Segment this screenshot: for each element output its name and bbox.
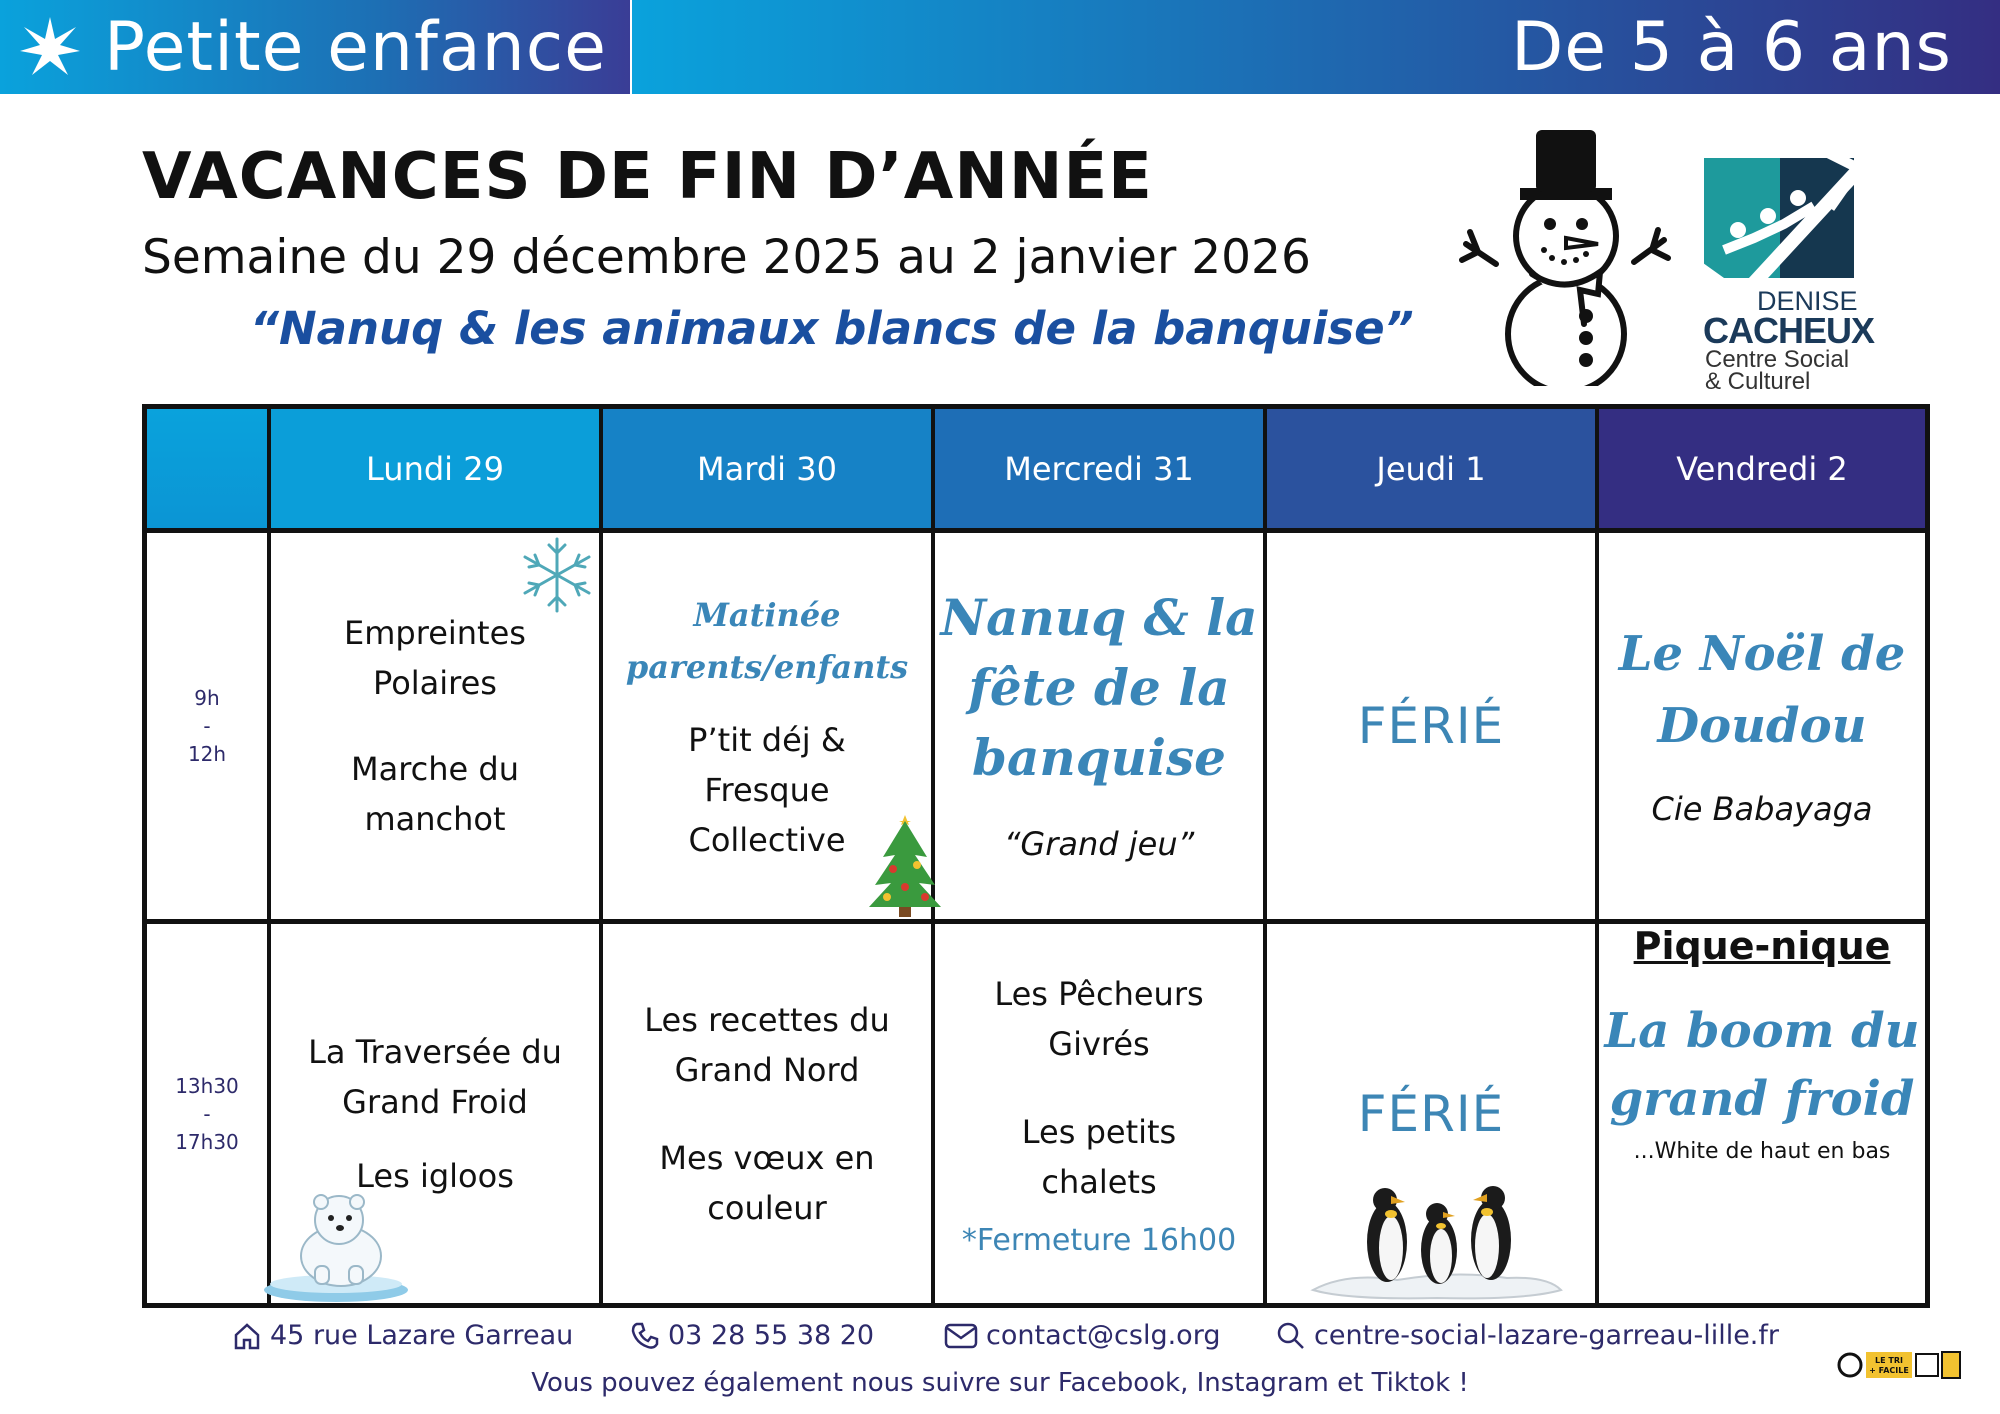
phone-text[interactable]: 03 28 55 38 20 xyxy=(668,1320,875,1351)
activity-line: Polaires xyxy=(373,664,497,702)
christmas-tree-icon xyxy=(865,807,945,917)
activity-note: ...White de haut en bas xyxy=(1633,1139,1891,1164)
time-end: 12h xyxy=(187,742,227,766)
svg-text:LE TRI: LE TRI xyxy=(1875,1356,1903,1365)
cell-mardi-morning xyxy=(603,533,935,923)
picnic-heading: Pique-nique xyxy=(1633,924,1891,968)
day-header-mercredi: Mercredi 31 xyxy=(935,409,1267,533)
activity-line: Les Pêcheurs xyxy=(994,975,1204,1013)
header-right xyxy=(632,0,2000,94)
logo-line2: CACHEUX xyxy=(1703,310,1875,351)
script-title: banquise xyxy=(972,728,1226,787)
script-title: Doudou xyxy=(1657,698,1867,754)
activity-line: P’tit déj & xyxy=(688,721,846,759)
time-start: 13h30 xyxy=(175,1073,239,1098)
cell-vendredi-afternoon xyxy=(1599,923,1925,1304)
activity-line: Grand Nord xyxy=(674,1050,860,1089)
day-header-jeudi: Jeudi 1 xyxy=(1267,409,1599,533)
cell-mercredi-morning xyxy=(935,533,1267,923)
cell-mardi-afternoon xyxy=(603,923,935,1304)
timetable xyxy=(142,404,1930,1308)
time-end: 17h30 xyxy=(175,1129,239,1154)
section-title: Petite enfance xyxy=(104,7,607,87)
script-title: grand froid xyxy=(1609,1071,1915,1127)
footer-website xyxy=(1276,1320,1779,1351)
cell-jeudi-afternoon xyxy=(1267,923,1599,1304)
activity-note: Cie Babayaga xyxy=(1651,790,1873,828)
address-text: 45 rue Lazare Garreau xyxy=(270,1320,574,1351)
phone-icon xyxy=(630,1321,660,1351)
cell-jeudi-morning xyxy=(1267,533,1599,923)
holiday-label: FÉRIÉ xyxy=(1357,1084,1505,1143)
footer-email xyxy=(944,1320,1220,1351)
cell-vendredi-morning xyxy=(1599,533,1925,923)
activity-line: La Traversée du xyxy=(308,1032,562,1071)
header-left xyxy=(0,0,630,94)
script-title: Le Noël de xyxy=(1618,626,1906,682)
logo-line1: DENISE xyxy=(1757,286,1858,316)
day-header-vendredi: Vendredi 2 xyxy=(1599,409,1925,533)
search-icon xyxy=(1276,1321,1306,1351)
polar-bear-icon xyxy=(261,1184,411,1304)
svg-text:+ FACILE: + FACILE xyxy=(1869,1366,1909,1375)
activity-line: Les petits xyxy=(1021,1113,1177,1151)
activity-line: Grand Froid xyxy=(342,1082,528,1121)
time-sep: - xyxy=(203,1101,211,1126)
activity-line: Les recettes du xyxy=(644,1000,890,1039)
recycling-badge xyxy=(1836,1348,1966,1382)
script-title: Matinée xyxy=(693,596,841,634)
activity-line: chalets xyxy=(1041,1163,1157,1201)
logo-line4: & Culturel xyxy=(1705,368,1811,395)
day-header-mardi: Mardi 30 xyxy=(603,409,935,533)
snowflake-icon xyxy=(517,535,597,615)
activity-line: manchot xyxy=(364,800,506,838)
day-header-lundi: Lundi 29 xyxy=(271,409,603,533)
activity-line: Givrés xyxy=(1048,1025,1150,1063)
age-range: De 5 à 6 ans xyxy=(1510,7,1952,87)
activity-line: Les igloos xyxy=(356,1156,514,1195)
centre-logo xyxy=(1680,138,1880,398)
activity-line: couleur xyxy=(707,1188,827,1227)
theme-line: “Nanuq & les animaux blancs de la banquise” xyxy=(250,302,1414,355)
star-icon xyxy=(18,15,82,79)
penguins-icon xyxy=(1307,1172,1567,1302)
activity-line: Collective xyxy=(688,821,846,859)
social-follow: Vous pouvez également nous suivre sur Facebook, Instagram et Tiktok ! xyxy=(531,1368,1469,1398)
logo-line3: Centre Social xyxy=(1705,346,1850,373)
footer-address xyxy=(232,1320,573,1351)
activity-line: Marche du xyxy=(351,750,519,788)
cell-lundi-morning xyxy=(271,533,603,923)
cell-mercredi-afternoon xyxy=(935,923,1267,1304)
script-title: parents/enfants xyxy=(625,648,909,686)
logo-mark xyxy=(1680,138,1880,288)
script-title: La boom du xyxy=(1604,1003,1920,1059)
footer-phone xyxy=(630,1320,874,1351)
time-start: 9h xyxy=(194,686,220,710)
activity-line: Fresque xyxy=(704,771,830,809)
activity-note: “Grand jeu” xyxy=(1003,825,1195,863)
mail-icon xyxy=(944,1321,978,1351)
page-title: VACANCES DE FIN D’ANNÉE xyxy=(142,140,1153,214)
website-text[interactable]: centre-social-lazare-garreau-lille.fr xyxy=(1314,1320,1779,1351)
header-band xyxy=(0,0,2000,94)
row-divider xyxy=(147,919,1925,924)
header-corner xyxy=(147,409,271,533)
time-morning xyxy=(147,533,271,923)
time-sep: - xyxy=(203,714,211,738)
snowman-icon xyxy=(1448,124,1680,386)
holiday-label: FÉRIÉ xyxy=(1357,697,1505,755)
script-title: Nanuq & la xyxy=(940,588,1258,647)
time-afternoon xyxy=(147,923,271,1304)
script-title: fête de la xyxy=(968,658,1230,717)
email-text[interactable]: contact@cslg.org xyxy=(986,1320,1221,1351)
cell-lundi-afternoon xyxy=(271,923,603,1304)
home-icon xyxy=(232,1321,262,1351)
closing-note: *Fermeture 16h00 xyxy=(961,1223,1237,1258)
page-subtitle: Semaine du 29 décembre 2025 au 2 janvier 2026 xyxy=(142,230,1311,285)
activity-line: Mes vœux en xyxy=(659,1138,875,1177)
activity-line: Empreintes xyxy=(344,614,526,652)
